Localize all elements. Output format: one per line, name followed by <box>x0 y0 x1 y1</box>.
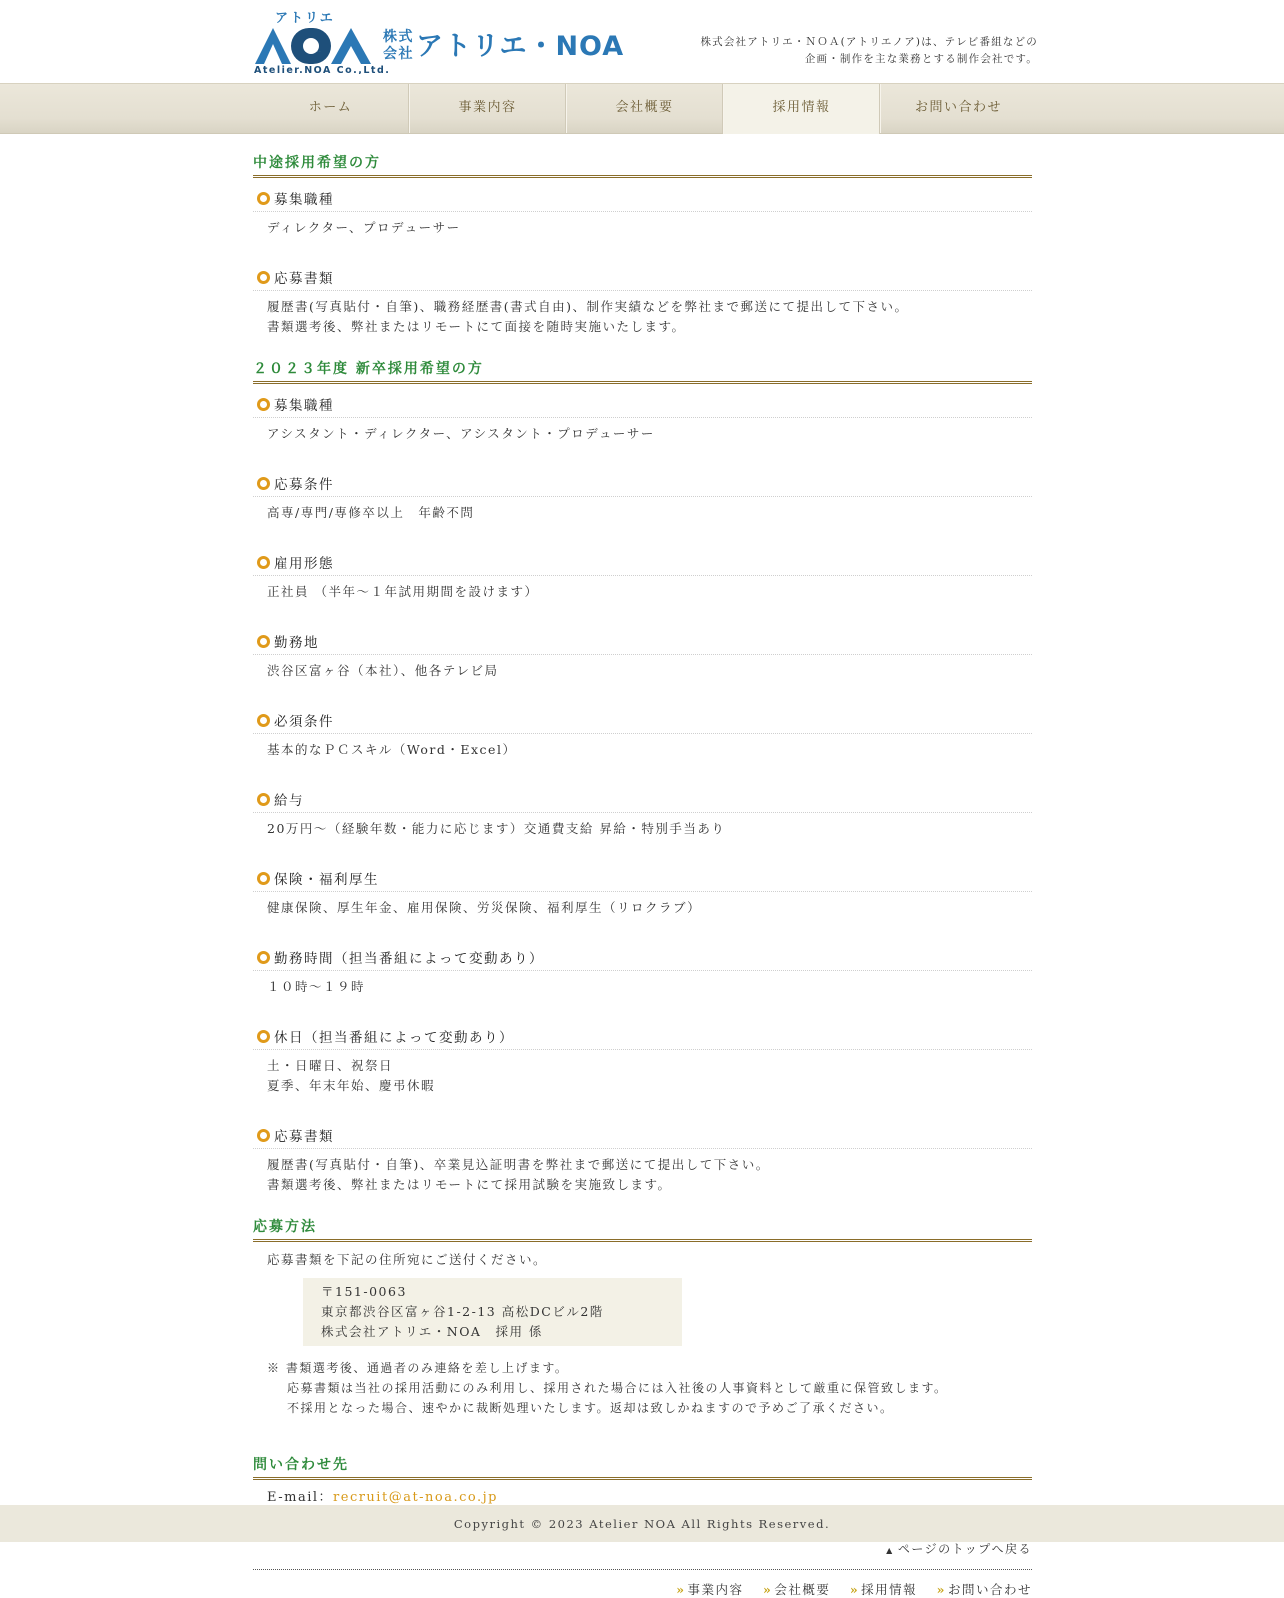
item-label: 保険・福利厚生 <box>274 872 379 888</box>
bullet-icon <box>257 477 270 490</box>
bullet-icon <box>257 793 270 806</box>
item-newgrad-holidays <box>253 1016 1032 1096</box>
main-content <box>253 150 1032 1598</box>
site-header <box>0 0 1284 83</box>
bullet-icon <box>257 192 270 205</box>
item-text: 履歴書(写真貼付・自筆)、職務経歴書(書式自由)、制作実績などを弊社まで郵送にて提出して下さい。 <box>267 299 909 314</box>
item-label: 必須条件 <box>274 714 334 730</box>
method-notes <box>253 1346 1032 1418</box>
header-description <box>640 34 1038 68</box>
double-chevron-icon: » <box>676 1582 686 1597</box>
logo-kaisha: 会社 <box>383 46 414 62</box>
address-postal: 〒151-0063 <box>321 1284 407 1299</box>
logo-company-name: アトリエ・NOA <box>416 31 625 62</box>
nav-recruit[interactable]: 採用情報 <box>723 84 880 134</box>
item-text: アシスタント・ディレクター、アシスタント・プロデューサー <box>267 426 655 441</box>
section-title-method: 応募方法 <box>253 1214 1032 1242</box>
bullet-icon <box>257 1129 270 1142</box>
footer-divider <box>253 1569 1032 1570</box>
email-label: E-mail： <box>267 1490 334 1505</box>
nav-contact[interactable]: お問い合わせ <box>880 84 1036 133</box>
header-desc-line1: 株式会社アトリエ・ＮＯＡ(アトリエノア)は、テレビ番組などの <box>700 36 1038 48</box>
site-footer <box>0 1505 1284 1542</box>
item-label: 雇用形態 <box>274 556 334 572</box>
item-label: 応募条件 <box>274 477 334 493</box>
section-title-contact: 問い合わせ先 <box>253 1452 1032 1480</box>
logo-noa: NOA <box>315 52 322 53</box>
item-text: 正社員 （半年〜１年試用期間を設けます） <box>267 584 539 599</box>
item-text: 夏季、年末年始、慶弔休暇 <box>267 1078 436 1093</box>
item-text: 20万円〜（経験年数・能力に応じます）交通費支給 昇給・特別手当あり <box>267 821 726 836</box>
item-text: 高専/専門/専修卒以上 年齢不問 <box>267 505 475 520</box>
logo-subtitle: Atelier.NOA Co.,Ltd. <box>254 65 391 74</box>
double-chevron-icon: » <box>849 1582 860 1597</box>
item-text: 土・日曜日、祝祭日 <box>267 1058 394 1073</box>
item-newgrad-skills <box>253 700 1032 760</box>
bullet-icon <box>257 951 270 964</box>
footer-link-label: 事業内容 <box>687 1582 744 1597</box>
item-text: ディレクター、プロデューサー <box>267 220 461 235</box>
nav-company[interactable]: 会社概要 <box>566 84 723 133</box>
note-line: ※ 書類選考後、通過者のみ連絡を差し上げます。 <box>267 1361 569 1375</box>
item-label: 応募書類 <box>274 271 334 287</box>
item-newgrad-employment <box>253 542 1032 602</box>
note-line: 不採用となった場合、速やかに裁断処理いたします。返却は致しかねますので予めご了承ください。 <box>287 1401 894 1415</box>
item-newgrad-position <box>253 384 1032 444</box>
address-box <box>303 1278 682 1346</box>
bullet-icon <box>257 635 270 648</box>
footer-link-label: お問い合わせ <box>947 1582 1032 1597</box>
bullet-icon <box>257 714 270 727</box>
address-recipient: 株式会社アトリエ・NOA 採用 係 <box>321 1324 543 1339</box>
double-chevron-icon: » <box>763 1582 773 1597</box>
footer-link-label: 会社概要 <box>774 1582 831 1597</box>
section-title-newgrad: ２０２３年度 新卒採用希望の方 <box>253 356 1032 384</box>
section-title-midcareer: 中途採用希望の方 <box>253 150 1032 178</box>
method-intro: 応募書類を下記の住所宛にご送付ください。 <box>267 1252 548 1267</box>
item-label: 勤務地 <box>274 635 319 651</box>
footer-link-label: 採用情報 <box>861 1582 918 1597</box>
nav-home[interactable]: ホーム <box>253 84 409 133</box>
page-top-link[interactable] <box>253 1540 1032 1557</box>
item-text: 書類選考後、弊社またはリモートにて採用試験を実施致します。 <box>267 1177 672 1192</box>
item-label: 給与 <box>274 793 304 809</box>
item-label: 募集職種 <box>274 398 334 414</box>
global-nav <box>0 83 1284 134</box>
item-text: 健康保険、厚生年金、雇用保険、労災保険、福利厚生（リロクラブ） <box>267 900 702 915</box>
logo-katakana: アトリエ <box>275 11 335 26</box>
header-desc-line2: 企画・制作を主な業務とする制作会社です。 <box>804 53 1038 65</box>
item-midcareer-documents <box>253 257 1032 337</box>
item-newgrad-requirements <box>253 463 1032 523</box>
item-label: 応募書類 <box>274 1129 334 1145</box>
item-newgrad-location <box>253 621 1032 681</box>
item-text: １０時〜１９時 <box>267 979 366 994</box>
company-logo[interactable] <box>253 10 633 74</box>
bullet-icon <box>257 872 270 885</box>
double-chevron-icon: » <box>936 1582 946 1597</box>
item-text: 渋谷区富ヶ谷（本社）、他各テレビ局 <box>267 663 499 678</box>
note-line: 応募書類は当社の採用活動にのみ利用し、採用された場合には入社後の人事資料として厳重に保管致します。 <box>287 1381 948 1395</box>
item-newgrad-salary <box>253 779 1032 839</box>
footer-nav <box>253 1580 1032 1598</box>
item-midcareer-position <box>253 178 1032 238</box>
item-text: 書類選考後、弊社またはリモートにて面接を随時実施いたします。 <box>267 319 686 334</box>
item-newgrad-benefits <box>253 858 1032 918</box>
bullet-icon <box>257 271 270 284</box>
address-street: 東京都渋谷区富ヶ谷1-2-13 高松DCビル2階 <box>321 1304 604 1319</box>
item-text: 基本的なＰＣスキル（Word・Excel） <box>267 742 517 757</box>
footer-link-contact[interactable] <box>937 1582 1032 1597</box>
footer-link-company[interactable] <box>763 1582 830 1597</box>
item-newgrad-hours <box>253 937 1032 997</box>
item-label: 勤務時間（担当番組によって変動あり） <box>274 951 544 967</box>
triangle-up-icon: ▲ <box>886 1546 894 1555</box>
logo-kabushiki: 株式 <box>383 29 414 45</box>
email-link[interactable]: recruit@at-noa.co.jp <box>333 1490 499 1505</box>
bullet-icon <box>257 1030 270 1043</box>
item-text: 履歴書(写真貼付・自筆)、卒業見込証明書を弊社まで郵送にて提出して下さい。 <box>267 1157 770 1172</box>
page-top-label: ページのトップへ戻る <box>897 1542 1032 1556</box>
item-newgrad-documents <box>253 1115 1032 1195</box>
item-label: 募集職種 <box>274 192 334 208</box>
item-label: 休日（担当番組によって変動あり） <box>274 1030 514 1046</box>
bullet-icon <box>257 556 270 569</box>
copyright: Copyright © 2023 Atelier NOA All Rights Reserved. <box>453 1517 831 1531</box>
footer-link-recruit[interactable] <box>850 1582 917 1597</box>
bullet-icon <box>257 398 270 411</box>
nav-business[interactable]: 事業内容 <box>409 84 566 133</box>
footer-link-business[interactable] <box>676 1582 743 1597</box>
